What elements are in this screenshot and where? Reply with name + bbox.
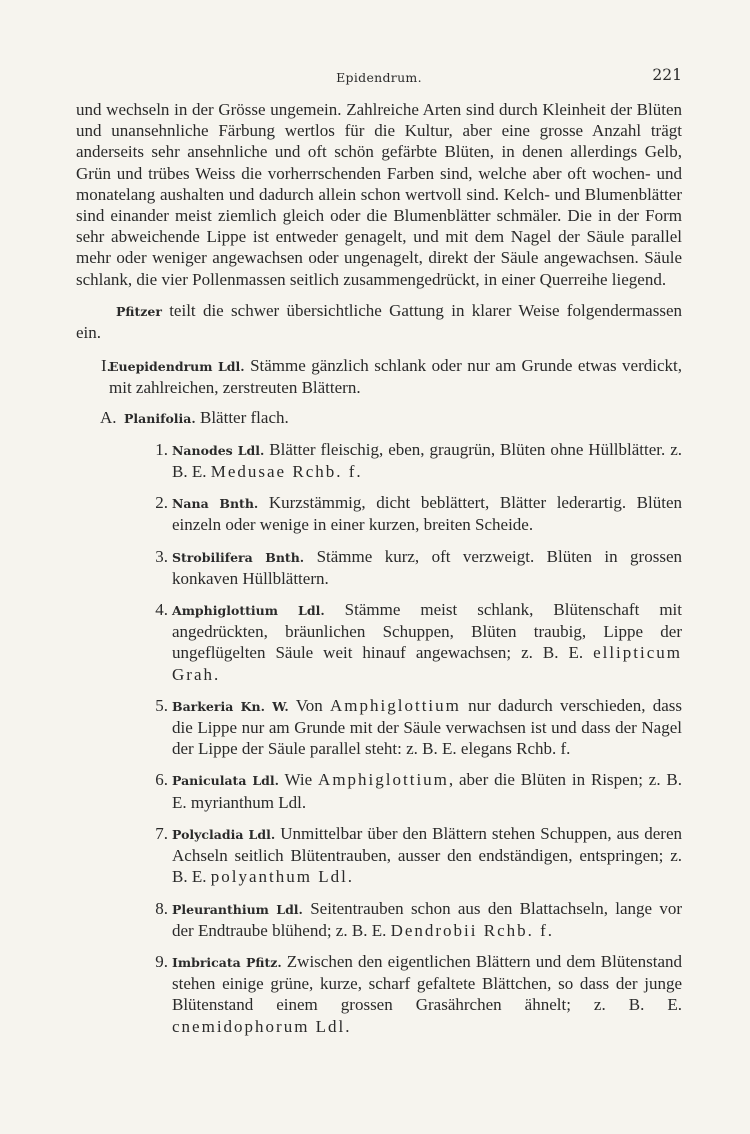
subsection-text: Unmittelbar über den Blättern stehen Schuppen, aus deren Achseln seitlich Blütentrauben, ausser den endständigen, entspringen; z. B. E. <box>172 823 682 887</box>
subsection-item <box>76 492 682 535</box>
subsection-item <box>76 951 682 1037</box>
subsection-text: Blätter fleischig, eben, graugrün, Blüten ohne Hüllblätter. z. B. E. <box>172 439 682 482</box>
subsection-text: Seitentrauben schon aus den Blattachseln, lange vor der Endtraube blühend; z. B. E. <box>172 898 682 940</box>
species-name: ellipticum Grah. <box>172 643 682 684</box>
subsection-name: Nanodes Ldl. <box>172 442 265 458</box>
species-name: Medusae Rchb. f. <box>210 462 363 482</box>
book-page <box>76 66 682 1037</box>
subsection-text: Zwischen den eigentlichen Blättern und dem Blütenstand stehen einige grüne, kurze, scharf gefaltete Blättchen, so dass der junge Blütenstand einem grossen Grasährchen ähnelt; z. B. E. <box>172 951 682 1015</box>
subsection-item <box>76 599 682 685</box>
subsection-number: 6. <box>155 770 168 790</box>
pfitzer-text: teilt die schwer übersichtliche Gattung in klarer Weise folgendermassen ein. <box>76 300 682 343</box>
subsection-item <box>76 439 682 482</box>
section-text: Blätter flach. <box>195 407 289 427</box>
subsection-text-cont: nur dadurch verschieden, dass die Lippe nur am Grunde mit der Säule verwachsen ist und dass der Nagel der Lippe der Säule parallel steht: z. B. E. elegans Rchb. f. <box>172 695 682 759</box>
subsection-number: 7. <box>155 823 168 843</box>
subsection-name: Imbricata Pfitz. <box>172 954 282 970</box>
running-header <box>76 66 682 96</box>
species-name: cnemidophorum Ldl. <box>172 1016 352 1036</box>
species-name: polyanthum Ldl. <box>210 867 355 887</box>
subsection-text: Kurzstämmig, dicht beblättert, Blätter lederartig. Blüten einzeln oder wenige in einer kurzen, breiten Scheide. <box>172 493 683 535</box>
page-number: 221 <box>652 66 682 84</box>
section-planifolia <box>76 407 682 429</box>
section-text: Stämme gänzlich schlank oder nur am Grunde etwas verdickt, mit zahlreichen, zerstreuten Blättern. <box>109 356 682 398</box>
subsection-name: Nana Bnth. <box>172 496 259 512</box>
subsection-name: Barkeria Kn. W. <box>172 698 289 714</box>
subsection-item <box>76 823 682 888</box>
running-title: Epidendrum. <box>336 70 422 85</box>
species-name: Amphiglottium <box>330 695 461 715</box>
subsection-text: Wie <box>279 770 319 790</box>
subsection-item <box>76 695 682 760</box>
subsection-item <box>76 898 682 941</box>
subsection-number: 3. <box>155 546 168 566</box>
subsection-text: Stämme kurz, oft verzweigt. Blüten in grossen konkaven Hüllblättern. <box>172 546 682 588</box>
subsection-number: 5. <box>155 695 168 715</box>
pfitzer-paragraph <box>76 300 682 343</box>
subsection-text: Stämme meist schlank, Blütenschaft mit angedrückten, bräunlichen Schuppen, Blüten traubig, Lippe der ungeflügelten Säule weit hinauf angewachsen; z. B. E. <box>172 600 682 663</box>
subsection-number: 8. <box>155 898 168 918</box>
species-name: Dendrobii Rchb. f. <box>390 920 555 940</box>
subsection-name: Paniculata Ldl. <box>172 773 280 789</box>
subsection-number: 9. <box>155 951 168 971</box>
section-name: Planifolia. <box>124 410 196 426</box>
subsection-name: Polycladia Ldl. <box>172 826 276 842</box>
subsection-name: Amphiglottium Ldl. <box>172 603 325 619</box>
subsection-name: Pleuranthium Ldl. <box>172 901 303 917</box>
subsection-number: 2. <box>155 493 168 513</box>
species-name: Amphiglottium <box>318 770 449 790</box>
subsection-name: Strobilifera Bnth. <box>172 549 305 565</box>
intro-paragraph: und wechseln in der Grösse ungemein. Zahlreiche Arten sind durch Kleinheit der Blüten und unansehnliche Färbung wertlos für die Kultur, aber eine grosse Anzahl trägt anderseits sehr ansehnliche und oft schön gefärbte Blüten, in denen allerdings Gelb, Grün und trübes Weiss die vorherrschenden Farben sind, welche aber oft wochen- und monatelang aushalten und dadurch allein schon wertvoll sind. Kelch- und Blumenblätter sind einander meist ziemlich gleich oder die Blumenblätter schmäler. Die in der Form sehr abweichende Lippe ist entweder genagelt, und mit dem Nagel der Säule parallel mehr oder weniger angewachsen oder ungenagelt, direkt der Säule angewachsen. Säule schlank, die vier Pollenmassen seitlich zusammengedrückt, in einer Querreihe liegend. <box>76 100 682 289</box>
subsection-text: Von <box>288 695 331 715</box>
subsection-item <box>76 769 682 812</box>
subsection-item <box>76 546 682 589</box>
section-euepidendrum: I. Euepidendrum Ldl. Stämme gänzlich schlank oder nur am Grunde etwas verdickt, mit zahlreichen, zerstreuten Blättern. <box>101 356 682 398</box>
subsection-number: 1. <box>155 439 168 459</box>
section-name: Euepidendrum Ldl. <box>109 359 245 375</box>
author-name: Pfitzer <box>116 303 162 319</box>
section-label: A. <box>100 407 117 427</box>
subsection-text-cont: , aber die Blüten in Rispen; z. B. E. myrianthum Ldl. <box>172 770 683 812</box>
subsection-list <box>76 439 682 1037</box>
subsection-number: 4. <box>155 600 168 620</box>
